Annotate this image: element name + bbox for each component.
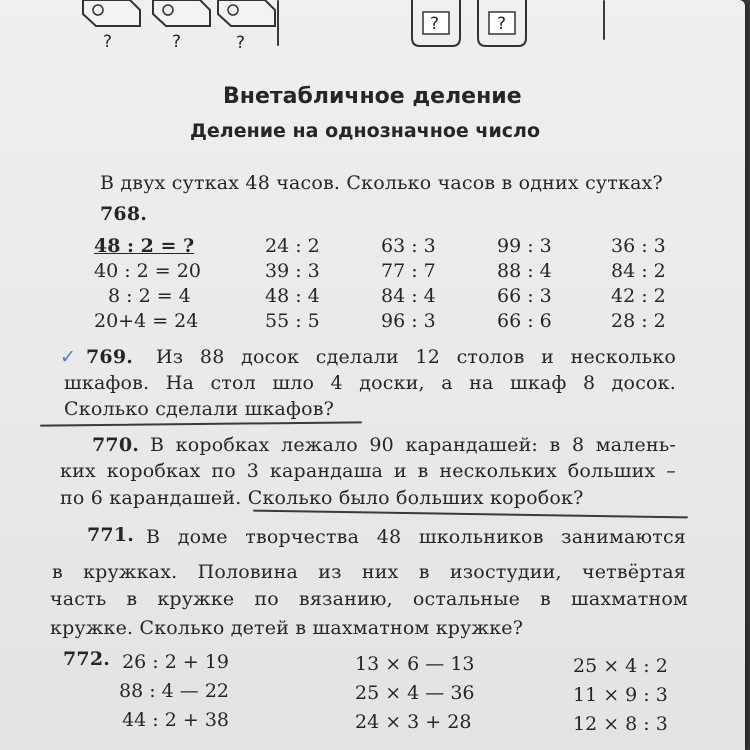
exercise-771-line: кружке. Сколько детей в шахматном кружке? — [50, 617, 524, 639]
exercise-768-col4 — [497, 234, 552, 334]
box-of-pencils-icon — [78, 0, 278, 30]
expression: 44 : 2 + 38 — [122, 709, 230, 731]
question-mark-4: ? — [430, 14, 440, 34]
exercise-771-line: часть в кружке по вязанию, остальные в шахматном — [50, 588, 688, 610]
question-mark-5: ? — [497, 14, 507, 34]
expression: 28 : 2 — [611, 310, 666, 332]
question-mark-2: ? — [172, 32, 182, 52]
expression: 77 : 7 — [381, 260, 436, 282]
question-mark-3: ? — [236, 33, 246, 53]
divider-left — [277, 0, 279, 46]
exercise-772-col2 — [355, 650, 475, 737]
pencil-underline — [253, 510, 688, 519]
exercise-772-col3 — [573, 652, 668, 739]
check-mark-icon: ✓ — [60, 346, 76, 368]
expression: 36 : 3 — [611, 235, 666, 257]
exercise-768-step: 40 : 2 = 20 — [94, 260, 201, 282]
exercise-771-line: в кружках. Половина из них в изостудии, четвёртая — [52, 561, 686, 583]
exercise-768-col1 — [94, 234, 201, 334]
exercise-770-line: по 6 карандашей. Сколько было больших коробок? — [60, 487, 584, 509]
expression: 84 : 4 — [381, 285, 436, 307]
expression: 55 : 5 — [265, 310, 320, 332]
pencil-underline — [40, 421, 362, 426]
divider-right — [603, 0, 605, 40]
expression: 24 × 3 + 28 — [355, 711, 472, 733]
exercise-772-col1 — [119, 648, 229, 735]
exercise-768-step: 8 : 2 = 4 — [108, 285, 191, 307]
exercise-770-line: В коробках лежало 90 карандашей: в 8 малень- — [150, 434, 676, 456]
expression: 42 : 2 — [611, 285, 666, 307]
exercise-769-line: Сколько сделали шкафов? — [64, 398, 335, 420]
exercise-768-col2 — [265, 234, 320, 334]
expression: 63 : 3 — [381, 235, 436, 257]
exercise-768-step: 20+4 = 24 — [94, 310, 199, 332]
page-subtitle: Деление на однозначное число — [190, 120, 540, 142]
exercise-770-number: 770. — [92, 434, 140, 456]
exercise-768-col3 — [381, 234, 436, 334]
expression: 88 : 4 — 22 — [119, 680, 230, 702]
page-title: Внетабличное деление — [223, 84, 522, 109]
question-mark-1: ? — [103, 32, 113, 52]
exercise-768-number: 768. — [100, 203, 148, 225]
exercise-768-task: 48 : 2 = ? — [94, 235, 195, 257]
expression: 13 × 6 — 13 — [355, 653, 475, 675]
expression: 88 : 4 — [497, 260, 552, 282]
expression: 25 × 4 : 2 — [573, 655, 668, 677]
intro-text: В двух сутках 48 часов. Сколько часов в одних сутках? — [100, 172, 663, 194]
exercise-768-col5 — [611, 234, 666, 334]
expression: 99 : 3 — [497, 235, 552, 257]
expression: 66 : 6 — [497, 310, 552, 332]
exercise-769-number: 769. — [86, 346, 134, 368]
expression: 11 × 9 : 3 — [573, 684, 668, 706]
exercise-770-line: ких коробках по 3 карандаша и в нескольких больших – — [60, 460, 676, 482]
expression: 12 × 8 : 3 — [573, 713, 668, 735]
expression: 26 : 2 + 19 — [122, 651, 230, 673]
expression: 24 : 2 — [265, 235, 320, 257]
exercise-769-line: Из 88 досок сделали 12 столов и несколько — [156, 346, 676, 368]
expression: 25 × 4 — 36 — [355, 682, 475, 704]
exercise-772-number: 772. — [63, 648, 111, 670]
exercise-771-line: В доме творчества 48 школьников занимаются — [146, 526, 686, 548]
expression: 39 : 3 — [265, 260, 320, 282]
jar-icon — [408, 0, 528, 48]
exercise-769-line: шкафов. На стол шло 4 доски, а на шкаф 8 досок. — [64, 372, 676, 394]
expression: 96 : 3 — [381, 310, 436, 332]
exercise-771-number: 771. — [87, 524, 135, 546]
expression: 66 : 3 — [497, 285, 552, 307]
expression: 48 : 4 — [265, 285, 320, 307]
expression: 84 : 2 — [611, 260, 666, 282]
